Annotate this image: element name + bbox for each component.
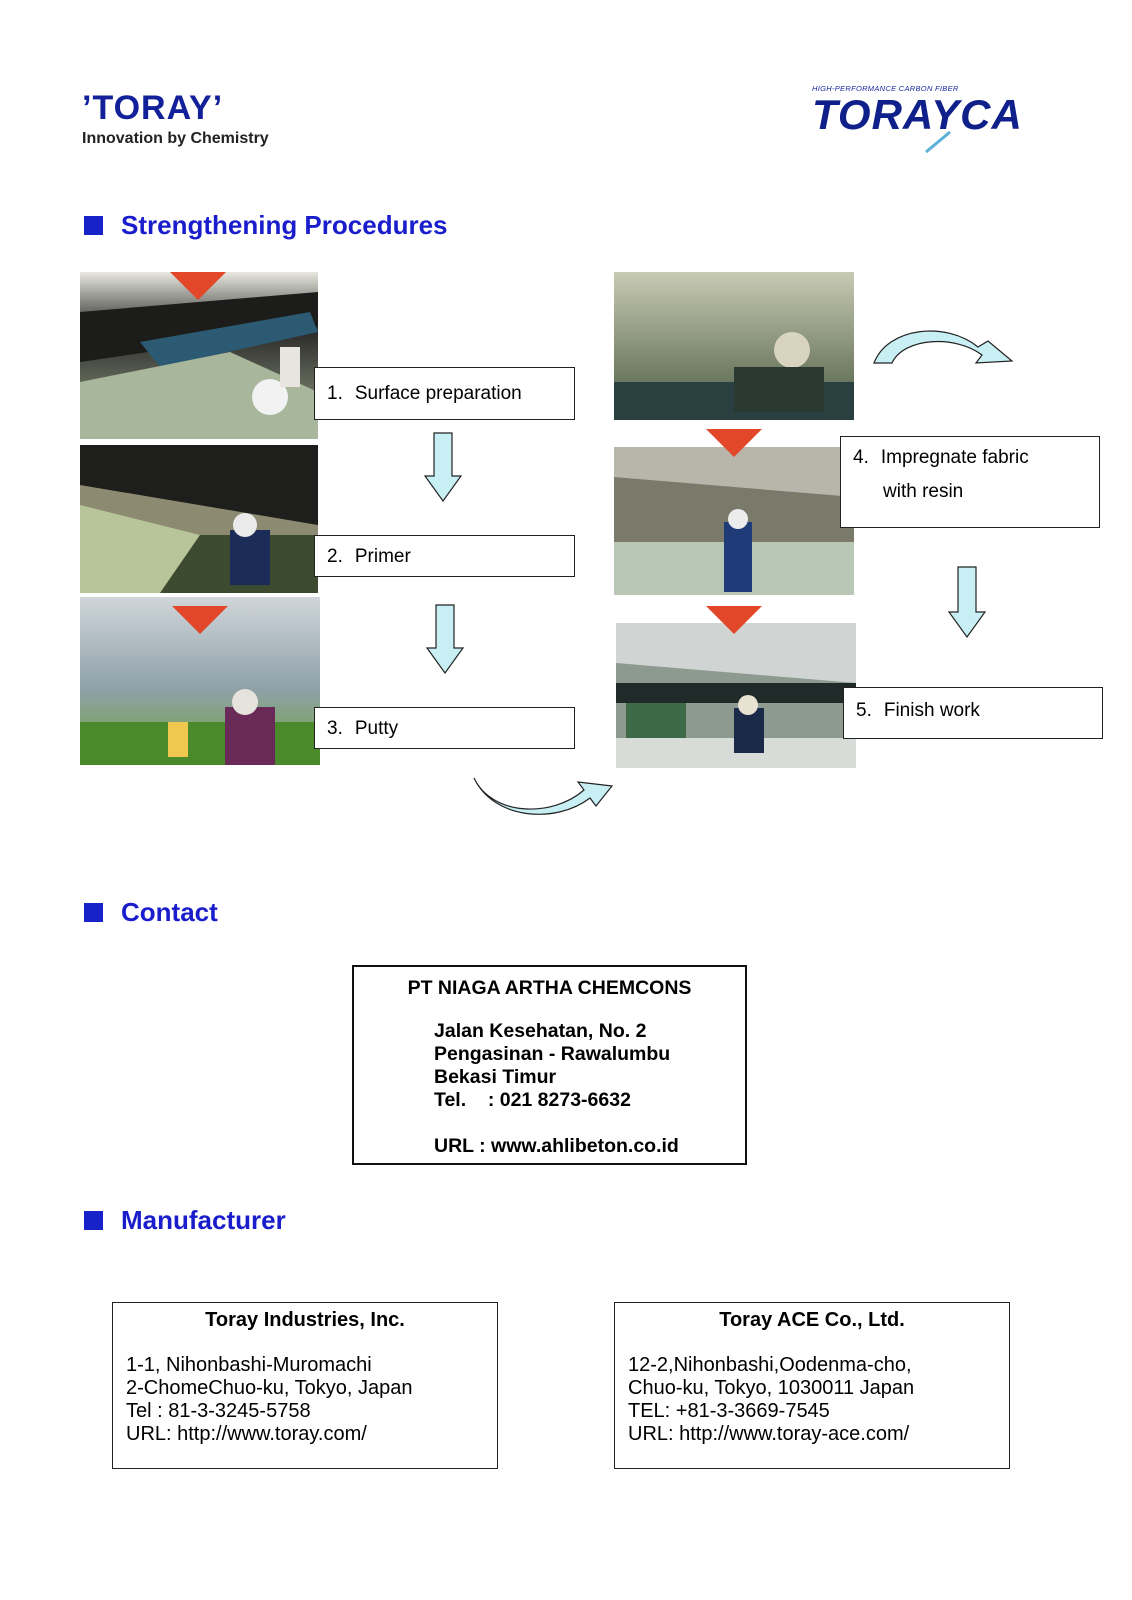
red-marker-icon bbox=[170, 272, 226, 300]
step-label: Finish work bbox=[883, 700, 980, 721]
square-bullet-icon bbox=[84, 1211, 103, 1230]
torayca-swoosh-icon bbox=[924, 130, 954, 154]
down-arrow-icon bbox=[948, 566, 986, 638]
procedures-title: Strengthening Procedures bbox=[121, 209, 448, 240]
toray-logo bbox=[82, 88, 282, 148]
manufacturer-name: Toray Industries, Inc. bbox=[205, 1309, 405, 1331]
step-number: 3. bbox=[327, 718, 343, 739]
manufacturer-address-line: 12-2,Nihonbashi,Oodenma-cho, bbox=[628, 1354, 912, 1376]
red-marker-icon bbox=[172, 606, 228, 634]
photo-fabric-1-image bbox=[614, 272, 854, 420]
step-label: Impregnate fabric bbox=[880, 447, 1029, 468]
step-label: Putty bbox=[354, 718, 399, 739]
toray-wordmark: ’TORAY’ bbox=[82, 89, 224, 127]
square-bullet-icon bbox=[84, 903, 103, 922]
photo-finish-image bbox=[616, 623, 856, 768]
step-2-box bbox=[314, 535, 575, 577]
manufacturer-address-line: Chuo-ku, Tokyo, 1030011 Japan bbox=[628, 1377, 915, 1399]
contact-address-line: Pengasinan - Rawalumbu bbox=[434, 1043, 671, 1065]
torayca-subtitle: HIGH-PERFORMANCE CARBON FIBER bbox=[812, 84, 959, 93]
photo-fabric-2-image bbox=[614, 447, 854, 595]
manufacturer-box-toray-industries bbox=[112, 1302, 498, 1469]
manufacturer-title: Manufacturer bbox=[121, 1204, 286, 1235]
step-number: 5. bbox=[856, 700, 872, 721]
curved-arrow-icon bbox=[872, 325, 1016, 367]
down-arrow-icon bbox=[424, 432, 462, 502]
down-arrow-icon bbox=[426, 604, 464, 674]
manufacturer-url[interactable]: URL: http://www.toray-ace.com/ bbox=[628, 1423, 910, 1445]
toray-tagline: Innovation by Chemistry bbox=[82, 130, 269, 147]
photo-fabric-1 bbox=[614, 272, 854, 420]
photo-primer-image bbox=[80, 445, 318, 593]
step-label-line2: with resin bbox=[883, 481, 964, 502]
contact-company: PT NIAGA ARTHA CHEMCONS bbox=[407, 977, 692, 999]
contact-title: Contact bbox=[121, 896, 218, 927]
step-label: Surface preparation bbox=[354, 383, 522, 404]
step-5-box bbox=[843, 687, 1103, 739]
step-1-box bbox=[314, 367, 575, 420]
contact-address-line: Jalan Kesehatan, No. 2 bbox=[434, 1020, 647, 1042]
torayca-logo bbox=[812, 84, 1042, 154]
step-3-box bbox=[314, 707, 575, 749]
curved-arrow-icon bbox=[472, 772, 614, 818]
manufacturer-url[interactable]: URL: http://www.toray.com/ bbox=[126, 1423, 367, 1445]
photo-fabric-2 bbox=[614, 447, 854, 595]
manufacturer-tel: Tel : 81-3-3245-5758 bbox=[126, 1400, 311, 1422]
step-number: 4. bbox=[853, 447, 869, 468]
red-marker-icon bbox=[706, 606, 762, 634]
photo-primer bbox=[80, 445, 318, 593]
manufacturer-name: Toray ACE Co., Ltd. bbox=[719, 1309, 905, 1331]
photo-finish bbox=[616, 623, 856, 768]
manufacturer-box-toray-ace bbox=[614, 1302, 1010, 1469]
procedures-heading bbox=[84, 210, 448, 240]
torayca-wordmark: TORAYCA bbox=[812, 91, 1023, 138]
contact-address-line: Bekasi Timur bbox=[434, 1066, 557, 1088]
manufacturer-tel: TEL: +81-3-3669-7545 bbox=[628, 1400, 830, 1422]
red-marker-icon bbox=[706, 429, 762, 457]
contact-url[interactable]: URL : www.ahlibeton.co.id bbox=[434, 1135, 679, 1157]
manufacturer-address-line: 2-ChomeChuo-ku, Tokyo, Japan bbox=[126, 1377, 413, 1399]
manufacturer-address-line: 1-1, Nihonbashi-Muromachi bbox=[126, 1354, 372, 1376]
contact-tel: Tel. : 021 8273-6632 bbox=[434, 1089, 631, 1111]
contact-heading bbox=[84, 897, 218, 927]
step-number: 1. bbox=[327, 383, 343, 404]
contact-box bbox=[352, 965, 747, 1165]
square-bullet-icon bbox=[84, 216, 103, 235]
step-number: 2. bbox=[327, 546, 343, 567]
step-label: Primer bbox=[354, 546, 411, 567]
step-4-box bbox=[840, 436, 1100, 528]
manufacturer-heading bbox=[84, 1205, 286, 1235]
